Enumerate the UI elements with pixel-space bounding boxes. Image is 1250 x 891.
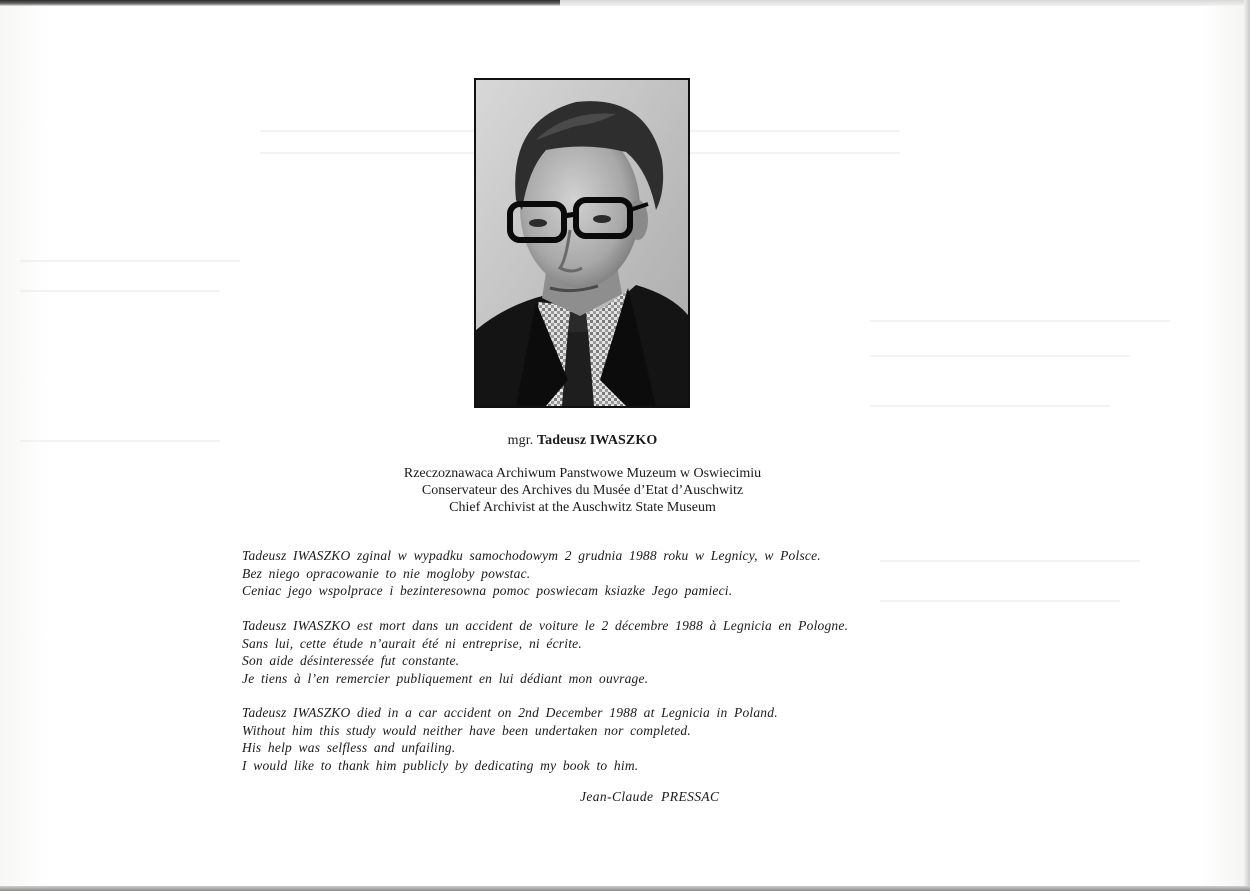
title-english: Chief Archivist at the Auschwitz State Museum bbox=[449, 500, 716, 515]
person-name: Tadeusz IWASZKO bbox=[536, 433, 658, 448]
show-through-mark bbox=[870, 320, 1170, 322]
dedication-line: Ceniac jego wspolprace i bezinteresowna pomoc poswiecam ksiazke Jego pamieci. bbox=[242, 583, 733, 598]
portrait-photo bbox=[474, 78, 690, 408]
dedication-line: His help was selfless and unfailing. bbox=[242, 740, 456, 755]
page-bottom-edge bbox=[0, 886, 1250, 891]
show-through-mark bbox=[20, 290, 220, 292]
dedication-line: Bez niego opracowanie to nie mogloby powstac. bbox=[242, 565, 531, 581]
dedication-line: Sans lui, cette étude n’aurait été ni entreprise, ni écrite. bbox=[242, 635, 582, 651]
dedication-line: Tadeusz IWASZKO died in a car accident on 2nd December 1988 at Legnicia in Poland. bbox=[242, 705, 778, 720]
dedication-line: Tadeusz IWASZKO zginal w wypadku samochodowym 2 grudnia 1988 roku w Legnicy, w Polsce. bbox=[242, 548, 821, 563]
dedication-line: Without him this study would neither have been undertaken nor completed. bbox=[242, 722, 691, 738]
author-signature: Jean-Claude PRESSAC bbox=[580, 789, 720, 804]
page-top-edge-light bbox=[560, 0, 1250, 6]
page-right-edge bbox=[1244, 0, 1250, 891]
show-through-mark bbox=[880, 600, 1120, 602]
title-polish: Rzeczoznawaca Archiwum Panstwowe Muzeum w Oswiecimiu bbox=[403, 466, 762, 481]
show-through-mark bbox=[870, 405, 1110, 407]
job-titles bbox=[0, 465, 1165, 516]
portrait-image bbox=[476, 80, 688, 406]
dedication-line: Son aide désinteressée fut constante. bbox=[242, 653, 460, 668]
person-name-heading bbox=[0, 433, 1165, 449]
show-through-mark bbox=[870, 355, 1130, 357]
dedication-line: Je tiens à l’en remercier publiquement en lui dédiant mon ouvrage. bbox=[242, 670, 649, 686]
dedication-polish bbox=[242, 547, 962, 600]
dedication-line: I would like to thank him publicly by dedicating my book to him. bbox=[242, 757, 639, 773]
name-prefix: mgr. bbox=[507, 433, 534, 448]
dedication-french bbox=[242, 617, 962, 687]
show-through-mark bbox=[20, 260, 240, 262]
dedication-line: Tadeusz IWASZKO est mort dans un accident de voiture le 2 décembre 1988 à Legnicia en Pologne. bbox=[242, 618, 849, 633]
dedication-english bbox=[242, 704, 962, 774]
title-french: Conservateur des Archives du Musée d’Etat d’Auschwitz bbox=[421, 483, 744, 498]
